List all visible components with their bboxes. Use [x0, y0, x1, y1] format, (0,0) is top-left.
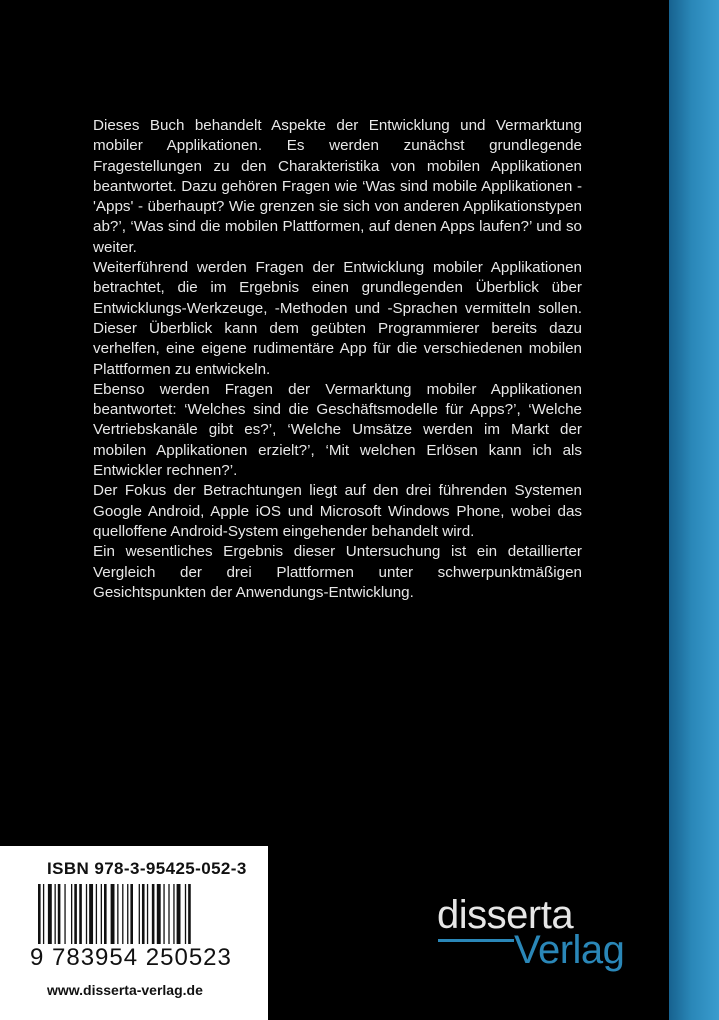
blurb-paragraph: Ein wesentliches Ergebnis dieser Untersuchung ist ein detaillierter Vergleich der drei Plattformen unter schwerpunktmäßigen Gesichtspunkten der Anwendungs-Entwicklung.	[93, 543, 582, 601]
publisher-logo-disserta: disserta	[437, 893, 574, 937]
barcode-bar	[89, 884, 93, 946]
blurb-paragraph: Dieses Buch behandelt Aspekte der Entwicklung und Vermarktung mobiler Applikationen. Es werden zunächst grundlegende Fragestellungen zu den Charakteristika von mobilen Applikationen beantwortet. Dazu gehören Fragen wie ‘Was sind mobile Applikationen - 'Apps' - überhaupt? Wie grenzen sie sich von anderen Applikationstypen ab?’, ‘Was sind die mobilen Plattformen, auf denen Apps laufen?’ und so weiter.	[93, 117, 582, 256]
barcode-bar	[177, 884, 181, 946]
barcode-bar	[86, 884, 87, 946]
barcode-bar	[139, 884, 140, 946]
barcode-bar	[48, 884, 52, 946]
barcode-digits-text: 9 783954 250523	[30, 944, 232, 971]
barcode-bar	[101, 884, 102, 946]
barcode-bar	[157, 884, 161, 946]
publisher-website: www.disserta-verlag.de	[47, 982, 203, 998]
blurb-paragraph: Ebenso werden Fragen der Vermarktung mobiler Applikationen beantwortet: ‘Welches sind die Geschäftsmodelle für Apps?’, ‘Welche Vertriebskanäle gibt es?’, ‘Welche Umsätze werden im Markt der mobilen Applikationen erzielt?’, ‘Mit welchen Erlösen kann ich als Entwickler rechnen?’.	[93, 380, 582, 480]
publisher-logo-verlag: Verlag	[514, 928, 625, 972]
barcode-bar	[96, 884, 97, 946]
barcode-bar	[147, 884, 148, 946]
blurb-paragraph: Der Fokus der Betrachtungen liegt auf den drei führenden Systemen Google Android, Apple iOS und Microsoft Windows Phone, wobei das quelloffene Android-System eingehender behandelt wird.	[93, 482, 582, 540]
barcode-bar	[127, 884, 128, 946]
barcode-bar	[111, 884, 115, 946]
publisher-logo-rule	[438, 939, 514, 942]
barcode-bar	[58, 884, 61, 946]
back-cover-blurb	[93, 116, 582, 603]
barcode-bar	[64, 884, 65, 946]
barcode-bar	[130, 884, 133, 946]
barcode-bar	[79, 884, 82, 946]
barcode-bar	[168, 884, 169, 946]
barcode-bar	[173, 884, 174, 946]
barcode-bar	[71, 884, 72, 946]
barcode-bar	[55, 884, 56, 946]
barcode-bar	[163, 884, 164, 946]
isbn-label: ISBN 978-3-95425-052-3	[47, 859, 247, 878]
barcode-bar	[104, 884, 107, 946]
barcode-bar	[74, 884, 77, 946]
blue-spine-strip	[669, 0, 719, 1020]
barcode-bar	[152, 884, 155, 946]
barcode-bar	[142, 884, 145, 946]
barcode-digits	[29, 944, 239, 972]
blurb-paragraph: Weiterführend werden Fragen der Entwicklung mobiler Applikationen betrachtet, die im Ergebnis einen grundlegenden Überblick über Entwicklungs-Werkzeuge, -Methoden und -Sprachen vermitteln sollen. Dieser Überblick kann dem geübten Programmierer bereits dazu verhelfen, eine eigene rudimentäre App für die verschiedenen mobilen Plattformen zu entwickeln.	[93, 259, 582, 378]
